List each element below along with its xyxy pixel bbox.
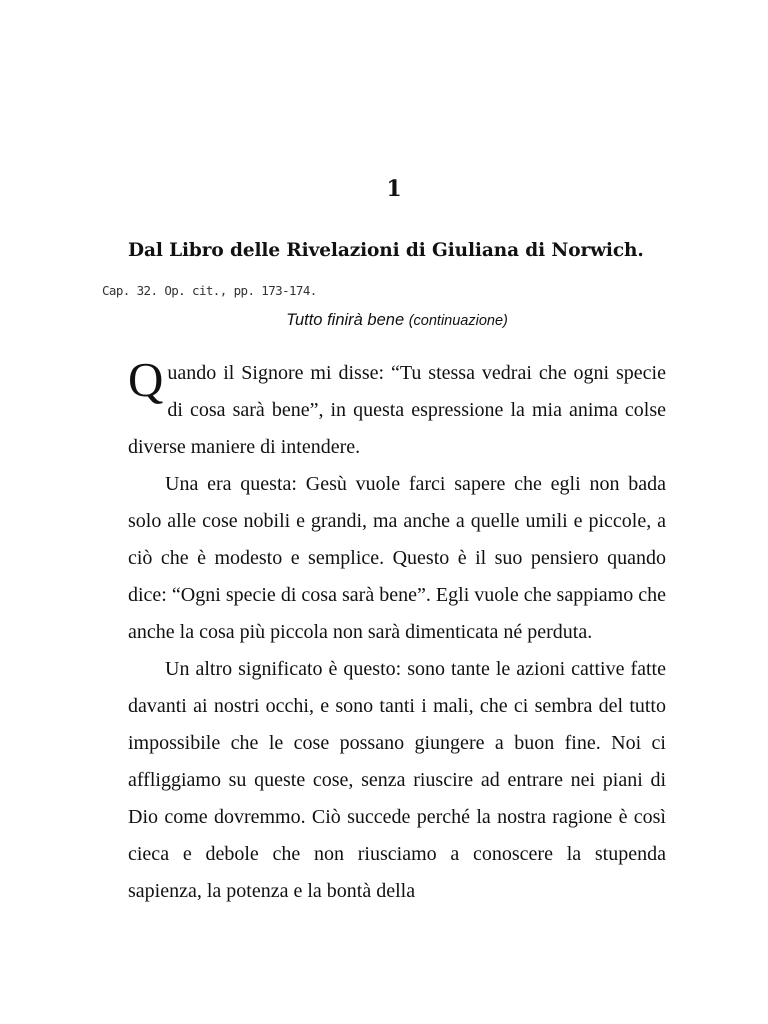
body-text — [128, 352, 666, 910]
chapter-number: 1 — [386, 176, 402, 202]
paragraph-2: Una era questa: Gesù vuole farci sapere che egli non bada solo alle cose nobili e grandi, ma anche a quelle umili e piccole, a ciò che è modesto e semplice. Questo è il suo pensiero quando dice: “Ogni specie di cosa sarà bene”. Egli vuole che sappiamo che anche la cosa più piccola non sarà dimenticata né perduta. — [128, 473, 666, 643]
source-citation: Cap. 32. Op. cit., pp. 173-174. — [102, 283, 317, 298]
paragraph-3: Un altro significato è questo: sono tante le azioni cattive fatte davanti ai nostri occhi, e sono tanti i mali, che ci sembra del tutto impossibile che le cose possano giungere a buon fine. Noi ci affliggiamo su queste cose, senza riuscire ad entrare nei piani di Dio come dovremmo. Ciò succede perché la nostra ragione è così cieca e debole che non riusciamo a conoscere la stupenda sapienza, la potenza e la bontà della — [128, 658, 666, 902]
drop-cap: Q — [128, 352, 164, 407]
paragraph-1-text: uando il Signore mi disse: “Tu stessa vedrai che ogni specie di cosa sarà bene”, in questa espressione la mia anima colse diverse maniere di intendere. — [128, 362, 666, 458]
chapter-title: Dal Libro delle Rivelazioni di Giuliana di Norwich. — [128, 240, 644, 261]
paragraph-1 — [128, 352, 666, 466]
subtitle-note: (continuazione) — [408, 313, 508, 329]
subtitle-main: Tutto finirà bene — [286, 311, 405, 329]
section-subtitle — [0, 311, 768, 330]
